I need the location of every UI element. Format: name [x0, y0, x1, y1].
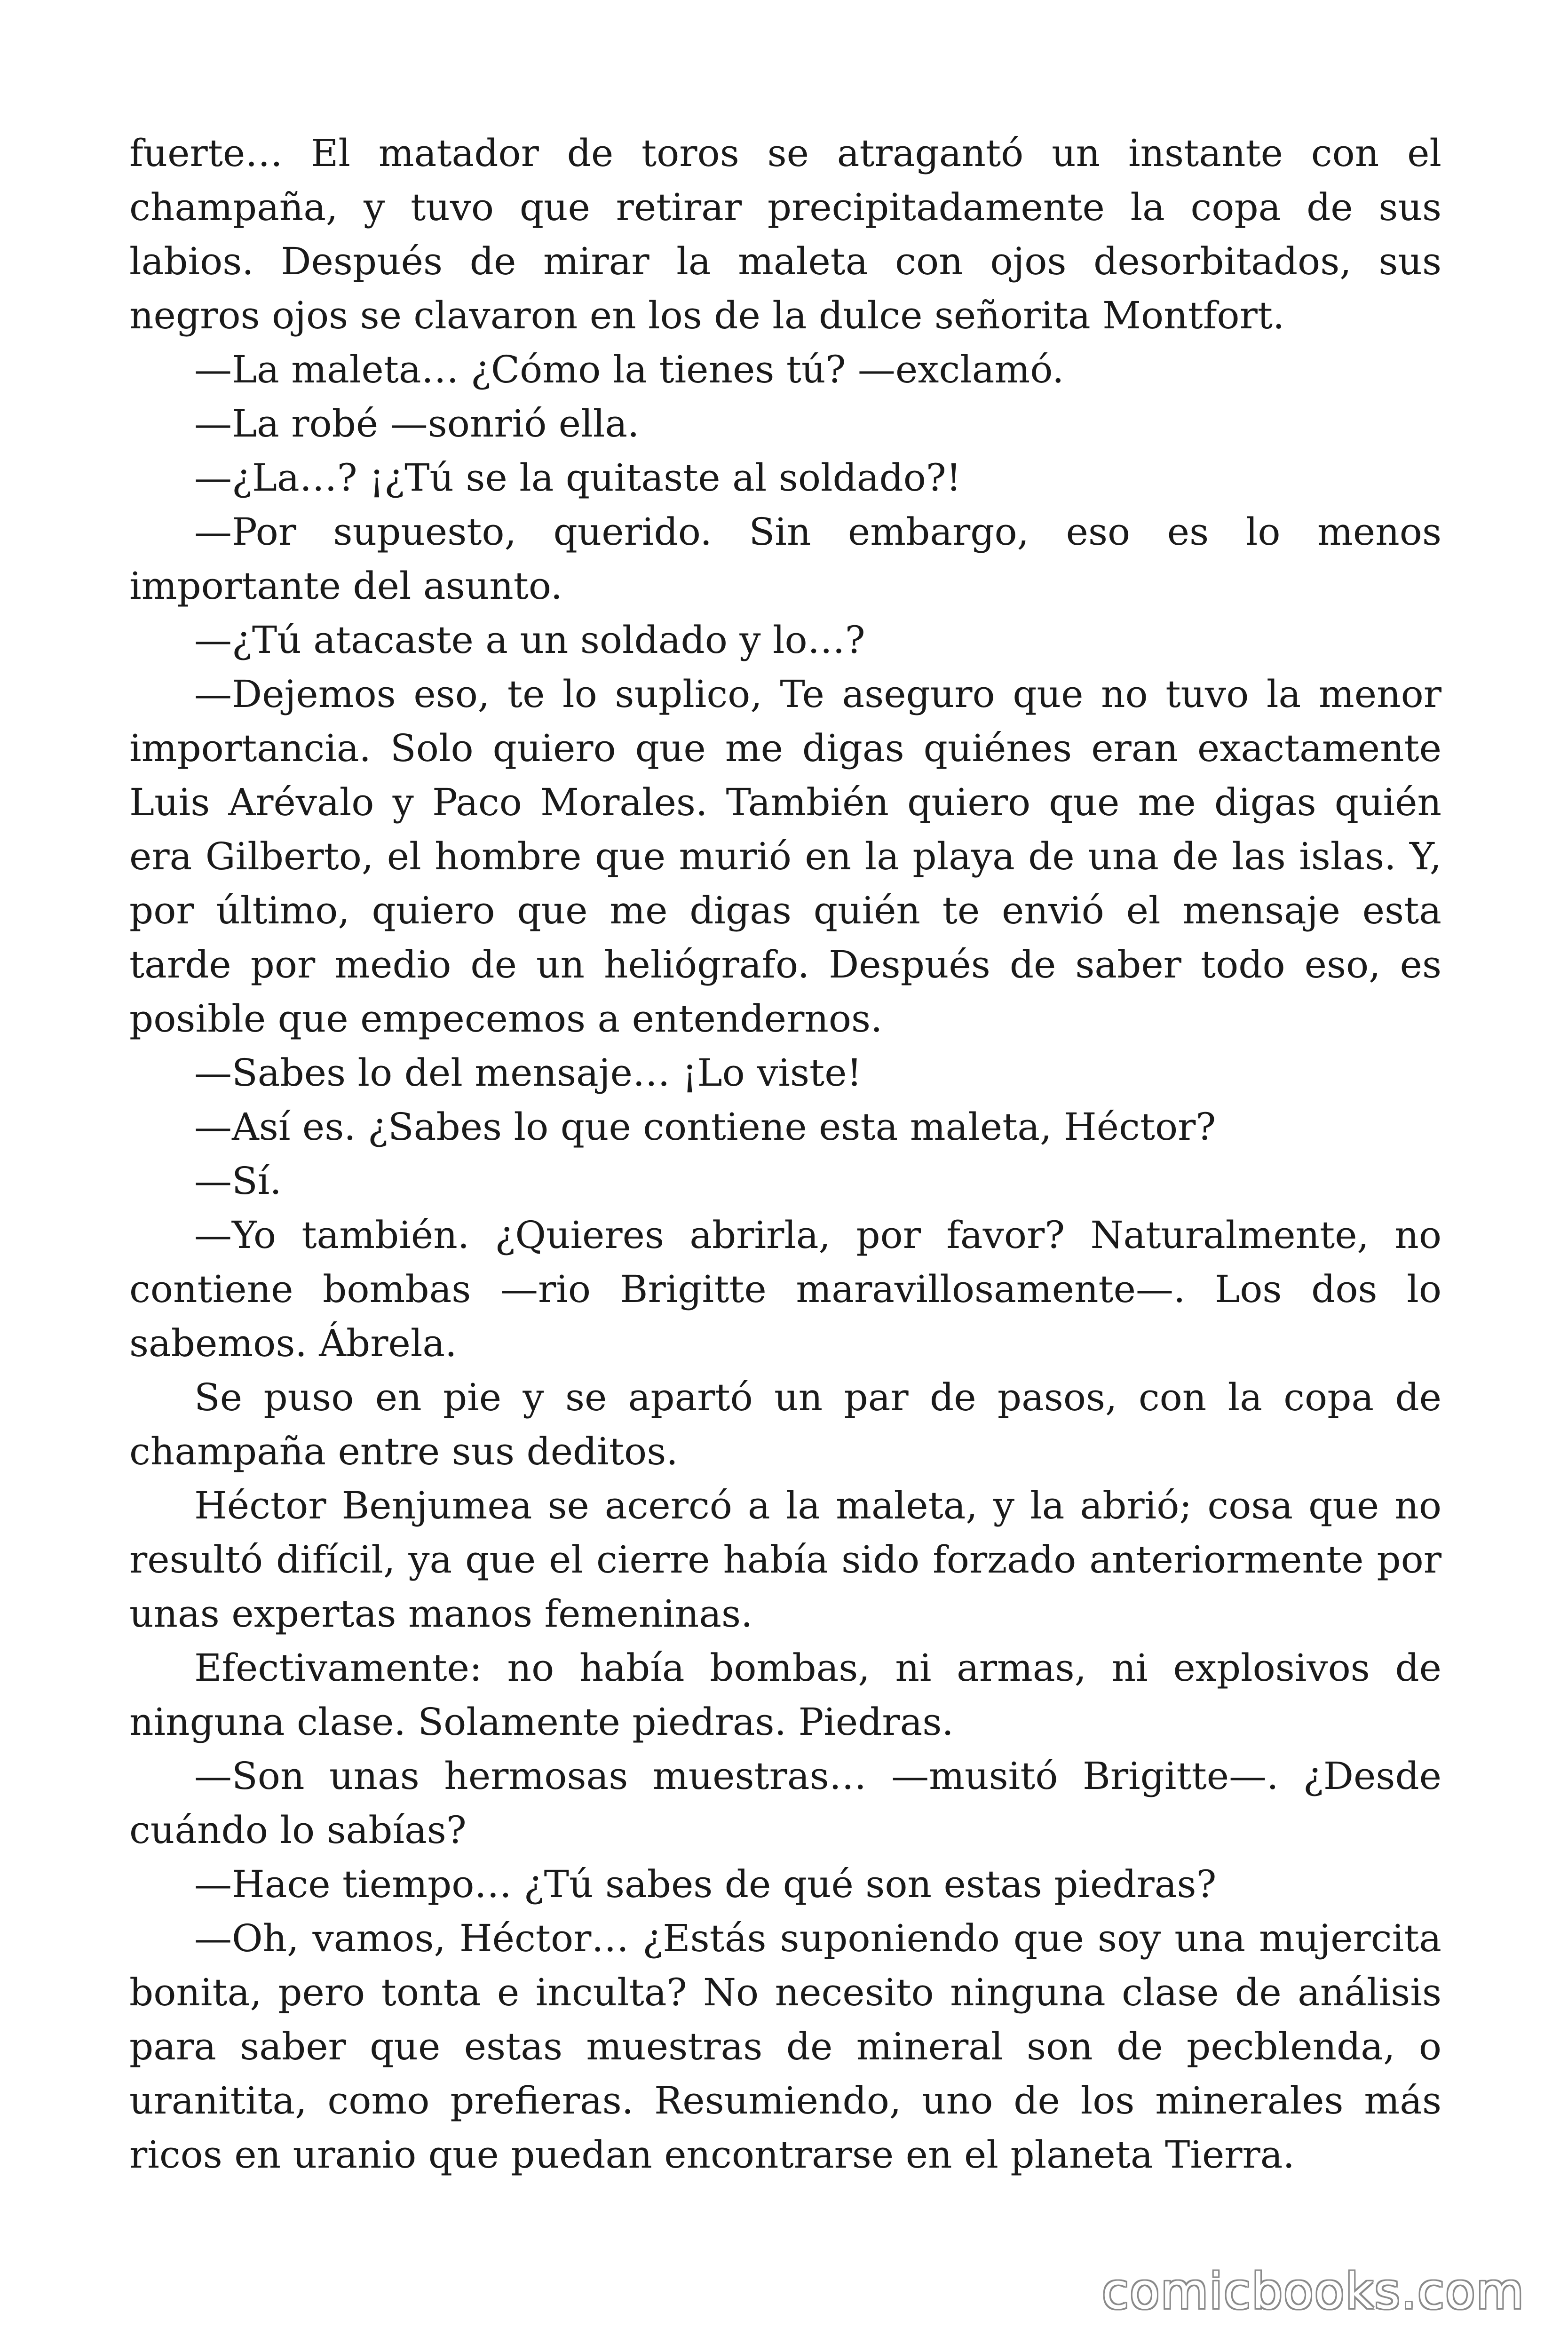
paragraph: —Así es. ¿Sabes lo que contiene esta maleta, Héctor? [194, 1105, 1216, 1149]
paragraph: —Hace tiempo… ¿Tú sabes de qué son estas piedras? [194, 1862, 1217, 1906]
paragraph: —Por supuesto, querido. Sin embargo, eso es lo menos importante del asunto. [129, 510, 1441, 608]
paragraph: —Dejemos eso, te lo suplico, Te aseguro que no tuvo la menor importancia. Solo quiero que me digas quiénes eran exactamente Luis Arévalo y Paco Morales. También quiero que me digas quién era Gilberto, el hombre que murió en la playa de una de las islas. Y, por último, quiero que me digas quién te envió el mensaje esta tarde por medio de un heliógrafo. Después de saber todo eso, es posible que empecemos a entendernos. [129, 672, 1441, 1041]
paragraph: fuerte… El matador de toros se atragantó un instante con el champaña, y tuvo que retirar precipitadamente la copa de sus labios. Después de mirar la maleta con ojos desorbitados, sus negros ojos se clavaron en los de la dulce señorita Montfort. [129, 131, 1441, 337]
paragraph: —¿Tú atacaste a un soldado y lo…? [194, 618, 865, 662]
paragraph: Se puso en pie y se apartó un par de pasos, con la copa de champaña entre sus deditos. [129, 1375, 1441, 1473]
paragraph: —La robé —sonrió ella. [194, 402, 640, 445]
paragraph: —La maleta… ¿Cómo la tienes tú? —exclamó. [194, 348, 1064, 391]
paragraph: —Sí. [194, 1159, 282, 1203]
paragraph: —Sabes lo del mensaje… ¡Lo viste! [194, 1051, 862, 1095]
book-page-text [129, 126, 1441, 2182]
paragraph: —¿La…? ¡¿Tú se la quitaste al soldado?! [194, 456, 961, 500]
paragraph: Héctor Benjumea se acercó a la maleta, y la abrió; cosa que no resultó difícil, ya que el cierre había sido forzado anteriormente por unas expertas manos femeninas. [129, 1484, 1441, 1636]
paragraph: —Yo también. ¿Quieres abrirla, por favor? Naturalmente, no contiene bombas —rio Brigitte maravillosamente—. Los dos lo sabemos. Ábrela. [129, 1213, 1441, 1365]
paragraph: —Oh, vamos, Héctor… ¿Estás suponiendo que soy una mujercita bonita, pero tonta e inculta? No necesito ninguna clase de análisis para saber que estas muestras de mineral son de pecblenda, o uranitita, como prefieras. Resumiendo, uno de los minerales más ricos en uranio que puedan encontrarse en el planeta Tierra. [129, 1916, 1441, 2177]
paragraph: —Son unas hermosas muestras… —musitó Brigitte—. ¿Desde cuándo lo sabías? [129, 1754, 1441, 1852]
paragraph: Efectivamente: no había bombas, ni armas, ni explosivos de ninguna clase. Solamente piedras. Piedras. [129, 1646, 1441, 1744]
watermark: comicbooks.com [1101, 2263, 1525, 2320]
